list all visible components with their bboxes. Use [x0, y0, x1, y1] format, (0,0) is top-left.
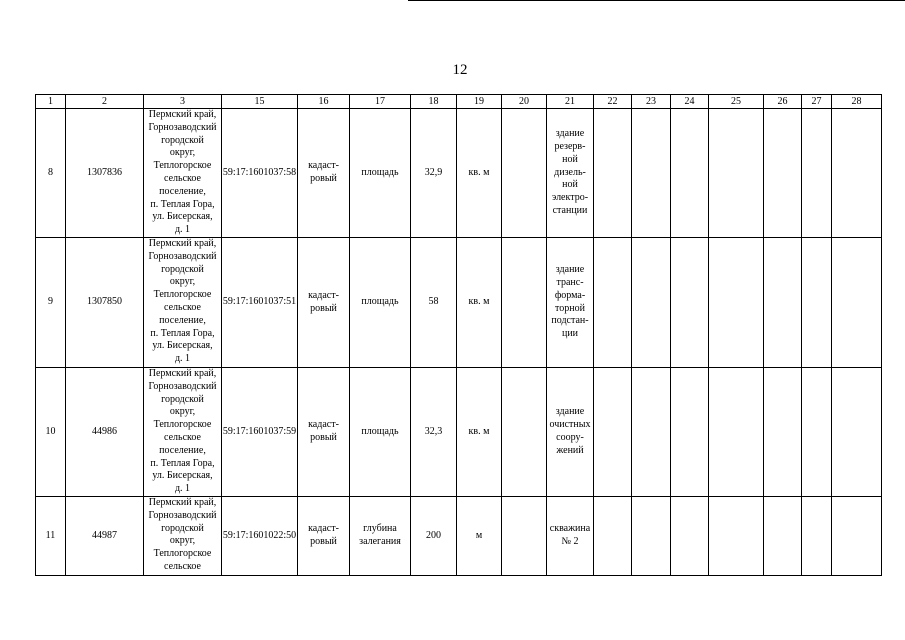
empty-cell [594, 368, 632, 497]
column-header: 17 [350, 95, 411, 109]
column-header: 1 [36, 95, 66, 109]
column-header: 21 [547, 95, 594, 109]
address-text: Пермский край, Горнозаводский городской округ, Теплогорское сельское [148, 496, 217, 572]
empty-cell [594, 238, 632, 368]
purpose: здание резерв- ной дизель- ной электро- станции [551, 128, 589, 216]
table-row [36, 109, 882, 238]
empty-cell [764, 238, 802, 368]
unit: кв. м [457, 109, 502, 238]
number-type-cell [298, 109, 350, 238]
number-type-cell [298, 238, 350, 368]
characteristic-cell [350, 496, 411, 575]
object-code: 1307836 [66, 109, 144, 238]
column-header: 3 [144, 95, 222, 109]
address-text: Пермский край, Горнозаводский городской округ, Теплогорское сельское поселение, п. Теплая Гора, ул. Бисерская, д. 1 [148, 368, 217, 495]
characteristic: площадь [361, 425, 399, 437]
empty-cell [709, 238, 764, 368]
characteristic: глубина залегания [359, 523, 401, 547]
object-code: 1307850 [66, 238, 144, 368]
empty-cell [764, 368, 802, 497]
address-cell [144, 496, 222, 575]
empty-cell [832, 109, 882, 238]
cadastral-number: 59:17:1601037:51 [222, 238, 298, 368]
address-cell [144, 368, 222, 497]
empty-cell [502, 368, 547, 497]
number-type: кадаст- ровый [308, 523, 339, 547]
empty-cell [709, 496, 764, 575]
column-header: 19 [457, 95, 502, 109]
empty-cell [802, 109, 832, 238]
column-header: 24 [671, 95, 709, 109]
address-text: Пермский край, Горнозаводский городской округ, Теплогорское сельское поселение, п. Теплая Гора, ул. Бисерская, д. 1 [148, 238, 217, 365]
top-rule [408, 0, 905, 1]
unit: кв. м [457, 368, 502, 497]
empty-cell [632, 238, 671, 368]
table-row [36, 496, 882, 575]
column-header: 25 [709, 95, 764, 109]
empty-cell [832, 238, 882, 368]
empty-cell [671, 368, 709, 497]
value: 32,3 [411, 368, 457, 497]
address-text: Пермский край, Горнозаводский городской округ, Теплогорское сельское поселение, п. Теплая Гора, ул. Бисерская, д. 1 [148, 109, 217, 236]
column-header: 22 [594, 95, 632, 109]
value: 32,9 [411, 109, 457, 238]
empty-cell [502, 238, 547, 368]
row-number: 11 [36, 496, 66, 575]
row-number: 8 [36, 109, 66, 238]
column-header: 15 [222, 95, 298, 109]
number-type: кадаст- ровый [308, 419, 339, 443]
number-type-cell [298, 368, 350, 497]
purpose-cell [547, 368, 594, 497]
empty-cell [709, 368, 764, 497]
address-cell [144, 109, 222, 238]
empty-cell [632, 109, 671, 238]
row-number: 9 [36, 238, 66, 368]
column-header: 20 [502, 95, 547, 109]
empty-cell [802, 238, 832, 368]
empty-cell [802, 496, 832, 575]
number-type-cell [298, 496, 350, 575]
empty-cell [709, 109, 764, 238]
empty-cell [671, 238, 709, 368]
address-cell [144, 238, 222, 368]
table-row [36, 238, 882, 368]
characteristic-cell [350, 109, 411, 238]
purpose-cell [547, 496, 594, 575]
cadastral-number: 59:17:1601037:59 [222, 368, 298, 497]
empty-cell [832, 368, 882, 497]
characteristic-cell [350, 238, 411, 368]
header-row [36, 95, 882, 109]
empty-cell [802, 368, 832, 497]
page-number: 12 [452, 62, 468, 78]
purpose: здание транс- форма- торной подстан- ции [551, 264, 589, 340]
empty-cell [764, 109, 802, 238]
object-code: 44987 [66, 496, 144, 575]
unit: кв. м [457, 238, 502, 368]
column-header: 18 [411, 95, 457, 109]
purpose: здание очистных соору- жений [549, 406, 591, 456]
column-header: 28 [832, 95, 882, 109]
column-header: 2 [66, 95, 144, 109]
cadastral-number: 59:17:1601022:50 [222, 496, 298, 575]
characteristic: площадь [361, 166, 399, 178]
unit: м [457, 496, 502, 575]
empty-cell [594, 496, 632, 575]
characteristic: площадь [361, 296, 399, 308]
number-type: кадаст- ровый [308, 289, 339, 314]
empty-cell [502, 109, 547, 238]
row-number: 10 [36, 368, 66, 497]
registry-table [35, 94, 882, 576]
empty-cell [502, 496, 547, 575]
table-row [36, 368, 882, 497]
characteristic-cell [350, 368, 411, 497]
column-header: 16 [298, 95, 350, 109]
purpose: скважина № 2 [549, 523, 591, 547]
empty-cell [671, 496, 709, 575]
empty-cell [594, 109, 632, 238]
object-code: 44986 [66, 368, 144, 497]
empty-cell [632, 368, 671, 497]
number-type: кадаст- ровый [308, 160, 339, 184]
empty-cell [671, 109, 709, 238]
cadastral-number: 59:17:1601037:58 [222, 109, 298, 238]
column-header: 26 [764, 95, 802, 109]
column-header: 27 [802, 95, 832, 109]
empty-cell [632, 496, 671, 575]
purpose-cell [547, 238, 594, 368]
value: 58 [411, 238, 457, 368]
empty-cell [764, 496, 802, 575]
value: 200 [411, 496, 457, 575]
column-header: 23 [632, 95, 671, 109]
empty-cell [832, 496, 882, 575]
purpose-cell [547, 109, 594, 238]
